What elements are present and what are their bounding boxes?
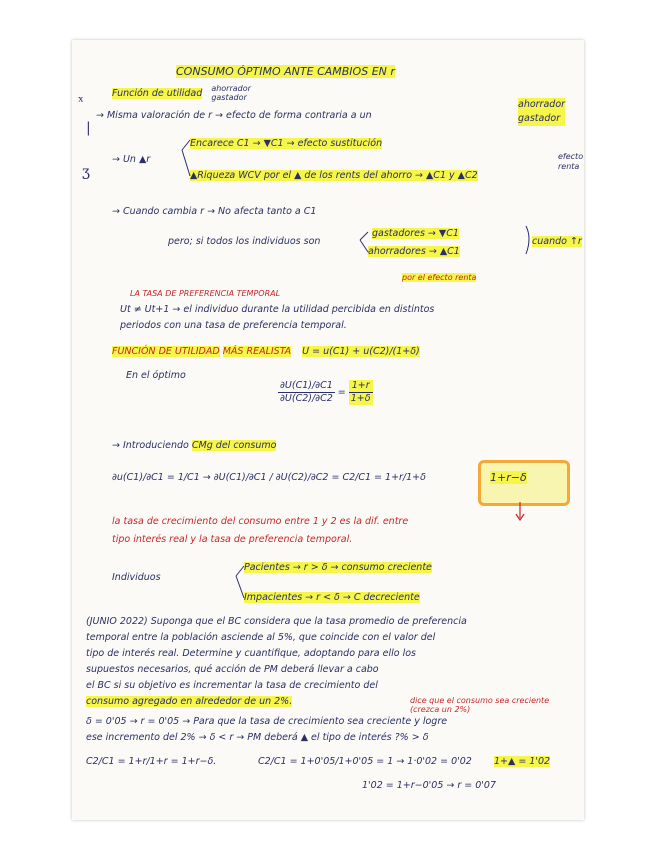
exam-formula-3: 1+▲ = 1'02 (494, 756, 551, 767)
time-preference-title: LA TASA DE PREFERENCIA TEMPORAL (130, 289, 281, 298)
realistic-utility-line: FUNCIÓN DE UTILIDAD MÁS REALISTA U = u(C1) + u(C2)/(1+δ) (112, 346, 420, 357)
exam-formula-1: C2/C1 = 1+r/1+r = 1+r−δ. (86, 756, 217, 767)
exam-question-l1: (JUNIO 2022) Suponga que el BC considera que la tasa promedio de preferencia (86, 616, 467, 627)
handwritten-strokes (72, 40, 584, 820)
notebook-page (72, 40, 584, 820)
utility-function-line: Función de utilidad ahorrador gastador (112, 84, 251, 102)
income-effect-note: efecto renta (558, 152, 584, 171)
page-title: CONSUMO ÓPTIMO ANTE CAMBIOS EN r (176, 65, 395, 78)
exam-note: dice que el consumo sea creciente (crezca un 2%) (410, 696, 550, 714)
exam-answer-l7: δ = 0'05 → r = 0'05 → Para que la tasa de crecimiento sea creciente y logre (86, 716, 448, 727)
exam-formula-2: C2/C1 = 1+0'05/1+0'05 = 1 → 1·0'02 = 0'02 (258, 756, 472, 767)
exam-question-l3: tipo de interés real. Determine y cuantifique, adoptando para ello los (86, 648, 416, 659)
marginal-utility-equation: ∂u(C1)/∂C1 = 1/C1 → ∂U(C1)/∂C1 / ∂U(C2)/∂C2 = C2/C1 = 1+r/1+δ (112, 472, 426, 483)
margin-mark-bracket: | (86, 120, 91, 136)
income-effect-line: ▲Riqueza WCV por el ▲ de los rents del ahorro → ▲C1 y ▲C2 (190, 170, 478, 181)
individuals-label: Individuos (112, 572, 161, 583)
impatient-line: Impacientes → r < δ → C decreciente (244, 592, 420, 603)
substitution-effect-line: Encarece C1 → ▼C1 → efecto sustitución (190, 138, 383, 149)
exam-question-l5: el BC si su objetivo es incrementar la tasa de crecimiento del (86, 680, 378, 691)
exam-formula-4: 1'02 = 1+r−0'05 → r = 0'07 (362, 780, 497, 791)
spenders-line: gastadores → ▼C1 (372, 228, 459, 239)
when-rate-changes-line: → Cuando cambia r → No afecta tanto a C1 (112, 206, 317, 217)
when-rate-up-note: cuando ↑r (532, 236, 582, 247)
rate-increase-label: → Un ▲r (112, 154, 151, 165)
introducing-line: → Introduciendo CMg del consumo (112, 440, 277, 451)
margin-mark-3: ʒ (82, 164, 90, 180)
growth-result: 1+r−δ (490, 471, 527, 484)
exam-question-l6: consumo agregado en alrededor de un 2%. (86, 696, 293, 707)
by-income-effect: por el efecto renta (402, 273, 477, 282)
margin-mark-x: ˣ (78, 94, 84, 110)
savers-line: ahorradores → ▲C1 (368, 246, 460, 257)
exam-answer-l8: ese incremento del 2% → δ < r → PM deberá ▲ el tipo de interés ?% > δ (86, 732, 429, 743)
growth-rate-explanation1: la tasa de crecimiento del consumo entre 1 y 2 es la dif. entre (112, 516, 409, 527)
optimum-label: En el óptimo (126, 370, 186, 381)
exam-question-l2: temporal entre la población asciende al 5%, que coincide con el valor del (86, 632, 436, 643)
but-if-all-line: pero; si todos los individuos son (168, 236, 321, 247)
growth-rate-explanation2: tipo interés real y la tasa de preferencia temporal. (112, 534, 353, 545)
exam-question-l4: supuestos necesarios, qué acción de PM deberá llevar a cabo (86, 664, 379, 675)
utility-periods-line2: periodos con una tasa de preferencia temporal. (120, 320, 347, 331)
saver-spender-right: ahorrador gastador (518, 99, 566, 124)
same-valuation-line: → Misma valoración de r → efecto de forma contraria a un (96, 110, 372, 121)
utility-periods-line1: Ut ≠ Ut+1 → el individuo durante la utilidad percibida en distintos (120, 304, 435, 315)
patient-line: Pacientes → r > δ → consumo creciente (244, 562, 432, 573)
optimum-condition: $\frac{\partial U(C1)/\partial C1}{\partial U(C2)/\partial C2}$ = $\frac{1+r}{1+\delta}$ (280, 380, 371, 404)
